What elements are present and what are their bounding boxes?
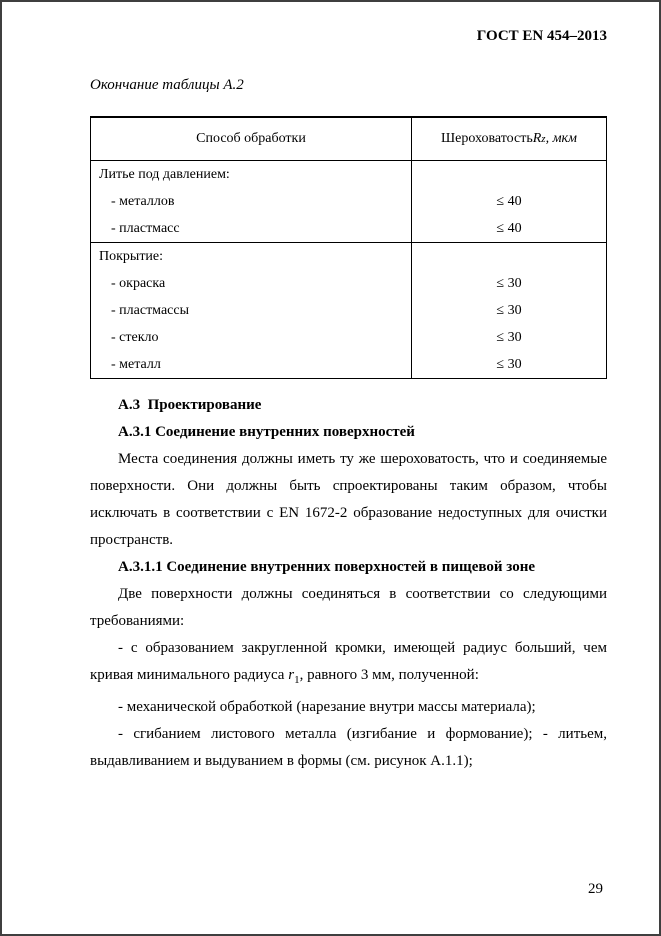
table-row (91, 161, 606, 188)
roughness-subscript: z (541, 133, 546, 145)
row-label: - пластмасс (111, 220, 180, 236)
row-label: Покрытие: (99, 248, 164, 264)
row-value: ≤ 30 (411, 270, 606, 297)
row-label: - пластмассы (111, 302, 189, 318)
row-label: - металлов (111, 193, 175, 209)
table-header-row (91, 118, 606, 161)
row-value (411, 243, 606, 270)
table-row (91, 242, 606, 270)
row-label: - металл (111, 356, 161, 372)
row-label: - окраска (111, 275, 166, 291)
paragraph-joining-surfaces: Места соединения должны иметь ту же шероховатость, что и соединяемые поверхности. Они должны быть спроектированы таким образом, чтобы исключать в соответствии с EN 1672-2 образование недоступных для очистки пространств. (90, 451, 607, 548)
table-row (91, 297, 606, 324)
row-value: ≤ 40 (411, 215, 606, 242)
standard-number: ГОСТ EN 454–2013 (476, 28, 607, 44)
roughness-unit: , мкм (545, 131, 577, 146)
roughness-label: Шероховатость (441, 131, 533, 146)
table-row (91, 270, 606, 297)
row-label: Литье под давлением: (99, 166, 230, 182)
paragraph-sheet-metal: - сгибанием листового металла (изгибание и формование); - литьем, выдавливанием и выдуванием в формы (см. рисунок А.1.1); (90, 726, 607, 769)
radius-symbol: r (288, 667, 295, 683)
column-header-roughness (411, 118, 606, 160)
table-row (91, 215, 606, 242)
row-label: - стекло (111, 329, 159, 345)
heading-a3: А.3 Проектирование (118, 397, 262, 413)
surface-roughness-table (90, 116, 607, 379)
radius-subscript: 1 (294, 674, 300, 686)
row-value: ≤ 30 (411, 297, 606, 324)
row-value: ≤ 40 (411, 188, 606, 215)
table-row (91, 324, 606, 351)
document-body (90, 392, 607, 775)
table-caption: Окончание таблицы А.2 (90, 77, 244, 93)
paragraph-requirements-intro: Две поверхности должны соединяться в соответствии со следующими требованиями: (90, 586, 607, 629)
page-number: 29 (588, 881, 603, 897)
heading-a311: А.3.1.1 Соединение внутренних поверхностей в пищевой зоне (118, 559, 535, 575)
row-value: ≤ 30 (411, 324, 606, 351)
paragraph-text: , равного 3 мм, полученной: (299, 667, 479, 683)
heading-a31: А.3.1 Соединение внутренних поверхностей (118, 424, 415, 440)
column-header-method: Способ обработки (196, 131, 306, 146)
paragraph-rounded-edge (90, 635, 607, 694)
paragraph-text: - с образованием закругленной кромки, имеющей радиус больший, чем кривая минимального радиуса (90, 640, 607, 683)
table-row (91, 351, 606, 378)
row-value (411, 161, 606, 188)
table-row (91, 188, 606, 215)
roughness-symbol: R (532, 131, 542, 146)
table-body (91, 161, 606, 378)
page-content (90, 2, 607, 775)
row-value: ≤ 30 (411, 351, 606, 378)
paragraph-machining: - механической обработкой (нарезание внутри массы материала); (118, 699, 536, 715)
